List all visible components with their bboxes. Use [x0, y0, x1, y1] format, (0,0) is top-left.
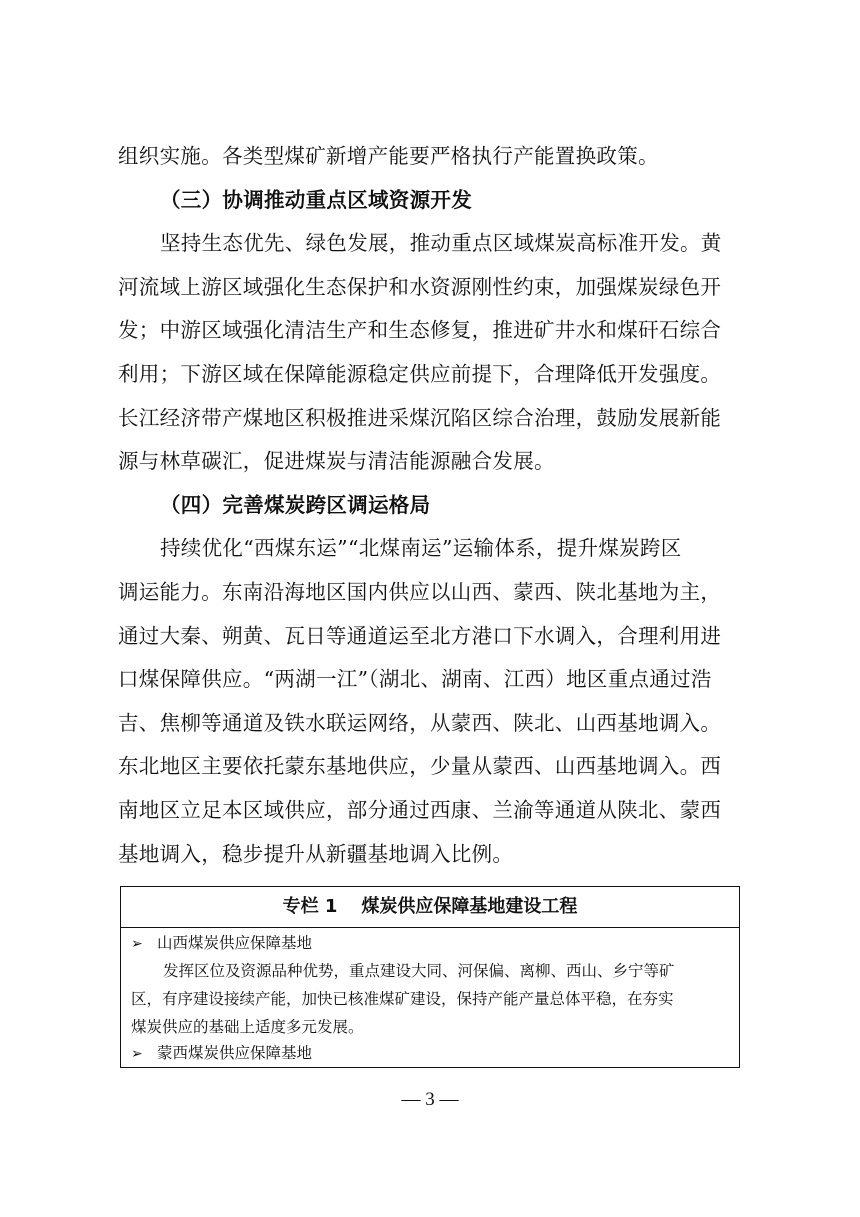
box-title	[121, 887, 739, 928]
arrow-bullet-icon: ➢	[131, 1046, 143, 1062]
box-item-mengxi	[131, 1039, 729, 1068]
section-heading-4: （四）完善煤炭跨区调运格局	[160, 492, 431, 517]
box-title-number: 专栏 1	[282, 896, 338, 917]
body-line: 通过大秦、朔黄、瓦日等通道运至北方港口下水调入，合理利用进	[118, 623, 722, 648]
body-line: 河流域上游区域强化生态保护和水资源刚性约束，加强煤炭绿色开	[118, 274, 722, 299]
box-item-text: 发挥区位及资源品种优势，重点建设大同、河保偏、离柳、西山、乡宁等矿	[163, 962, 675, 980]
body-line: 南地区立足本区域供应，部分通过西康、兰渝等通道从陕北、蒙西	[118, 798, 722, 822]
body-line: 持续优化“西煤东运”“北煤南运”运输体系，提升煤炭跨区	[160, 536, 682, 561]
body-line: 发；中游区域强化清洁生产和生态修复，推进矿井水和煤矸石综合	[118, 318, 722, 343]
body-line: 利用；下游区域在保障能源稳定供应前提下，合理降低开发强度。	[118, 362, 722, 386]
box-item-shanxi	[131, 929, 729, 958]
body-line: 源与林草碳汇，促进煤炭与清洁能源融合发展。	[118, 449, 555, 474]
box-item-title: 蒙西煤炭供应保障基地	[157, 1044, 313, 1062]
box-item-text: 煤炭供应的基础上适度多元发展。	[131, 1018, 364, 1036]
section-heading-3: （三）协调推动重点区域资源开发	[160, 187, 472, 212]
body-line: 长江经济带产煤地区积极推进采煤沉陷区综合治理，鼓励发展新能	[118, 405, 722, 430]
arrow-bullet-icon: ➢	[131, 936, 143, 952]
body-line: 调运能力。东南沿海地区国内供应以山西、蒙西、陕北基地为主，	[118, 580, 722, 604]
body-line: 东北地区主要依托蒙东基地供应，少量从蒙西、山西基地调入。西	[118, 754, 722, 779]
box-item-text: 区，有序建设接续产能，加快已核准煤矿建设，保持产能产量总体平稳，在夯实	[131, 990, 674, 1008]
feature-box	[120, 886, 740, 1068]
body-line: 基地调入，稳步提升从新疆基地调入比例。	[118, 841, 514, 866]
page-number: — 3 —	[401, 1089, 459, 1110]
body-line: 坚持生态优先、绿色发展，推动重点区域煤炭高标准开发。黄	[160, 231, 722, 256]
box-title-text: 煤炭供应保障基地建设工程	[361, 896, 578, 917]
body-line: 口煤保障供应。“两湖一江”（湖北、湖南、江西）地区重点通过浩	[118, 667, 712, 692]
body-line: 吉、焦柳等通道及铁水联运网络，从蒙西、陕北、山西基地调入。	[118, 710, 722, 735]
body-line: 组织实施。各类型煤矿新增产能要严格执行产能置换政策。	[118, 144, 659, 168]
box-item-title: 山西煤炭供应保障基地	[157, 934, 313, 952]
